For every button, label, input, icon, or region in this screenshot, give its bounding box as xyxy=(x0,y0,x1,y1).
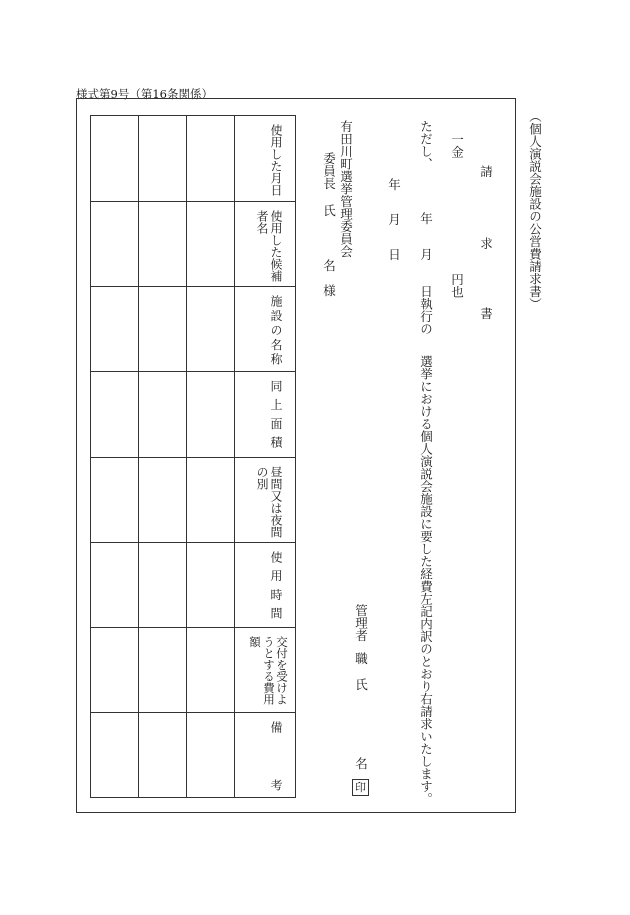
header-area xyxy=(235,372,296,458)
outer-title: （個人演説会施設の公営費請求書） xyxy=(527,110,543,310)
breakdown-table xyxy=(90,115,296,798)
table-row xyxy=(91,458,296,543)
table-cell[interactable] xyxy=(91,202,139,287)
table-cell[interactable] xyxy=(91,543,139,628)
header-day-or-night xyxy=(235,458,296,543)
header-area-text: 同上面積 xyxy=(269,380,283,448)
table-cell[interactable] xyxy=(91,713,139,798)
table-cell[interactable] xyxy=(139,287,187,372)
header-requested-amount-line-2: うとする費用 xyxy=(262,636,276,705)
table-row xyxy=(91,543,296,628)
document-title-char-3: 書 xyxy=(478,307,494,320)
header-candidate-name xyxy=(235,202,296,287)
body-text: 選挙における個人演説会施設に要した経費左記内訳のとおり右請求いたします。 xyxy=(418,355,434,805)
table-cell[interactable] xyxy=(187,458,235,543)
header-requested-amount-line-1: 交付を受けよ xyxy=(275,636,289,705)
header-usage-hours xyxy=(235,543,296,628)
body-month: 月 xyxy=(418,248,434,261)
table-row xyxy=(91,713,296,798)
header-remarks-char-2: 考 xyxy=(269,779,283,791)
table-cell[interactable] xyxy=(187,372,235,458)
table-cell[interactable] xyxy=(91,372,139,458)
table-row xyxy=(91,202,296,287)
amount-prefix: 一金 xyxy=(449,133,465,158)
table-cell[interactable] xyxy=(187,628,235,713)
claimant-position: 職 xyxy=(353,652,369,665)
table-cell[interactable] xyxy=(187,202,235,287)
seal-stamp: 印 xyxy=(352,779,369,796)
document-title-char-1: 請 xyxy=(478,165,494,178)
table-cell[interactable] xyxy=(187,287,235,372)
table-cell[interactable] xyxy=(139,116,187,202)
header-remarks xyxy=(235,713,296,798)
table-row xyxy=(91,116,296,202)
addressee-org: 有田川町選挙管理委員会 xyxy=(338,120,354,258)
header-day-or-night-line-1: 昼間又は夜間 xyxy=(269,466,283,538)
header-requested-amount-line-3: 額 xyxy=(248,636,262,648)
table-cell[interactable] xyxy=(187,116,235,202)
header-day-or-night-line-2: の別 xyxy=(255,466,269,490)
table-cell[interactable] xyxy=(139,543,187,628)
header-used-date-text: 使用した月日 xyxy=(269,124,283,196)
table-cell[interactable] xyxy=(91,287,139,372)
addressee-name-label: 名 xyxy=(321,259,337,272)
table-cell[interactable] xyxy=(139,372,187,458)
addressee-sama: 様 xyxy=(321,284,337,297)
body-tadashi: ただし、 xyxy=(418,120,434,170)
addressee-title: 委員長 xyxy=(321,152,337,190)
table-cell[interactable] xyxy=(139,202,187,287)
date-month: 月 xyxy=(386,213,402,226)
table-cell[interactable] xyxy=(139,628,187,713)
table-cell[interactable] xyxy=(91,628,139,713)
header-facility-name xyxy=(235,287,296,372)
table-cell[interactable] xyxy=(139,713,187,798)
date-year: 年 xyxy=(386,178,402,191)
addressee-honorific-name: 氏 xyxy=(321,204,337,217)
header-remarks-char-1: 備 xyxy=(269,721,283,733)
table-row xyxy=(91,372,296,458)
header-candidate-name-line-2: 者名 xyxy=(255,210,269,234)
form-header: 様式第9号（第16条関係） xyxy=(76,87,213,101)
claimant-name-label: 名 xyxy=(353,757,369,770)
header-used-date xyxy=(235,116,296,202)
claimant-role: 管理者 xyxy=(353,604,369,642)
table-cell[interactable] xyxy=(187,713,235,798)
header-facility-name-text: 施設の名称 xyxy=(269,295,283,365)
table-row xyxy=(91,628,296,713)
date-day: 日 xyxy=(386,248,402,261)
table-row xyxy=(91,287,296,372)
table-cell[interactable] xyxy=(91,458,139,543)
table-cell[interactable] xyxy=(91,116,139,202)
document-title-char-2: 求 xyxy=(478,237,494,250)
table-cell[interactable] xyxy=(187,543,235,628)
claimant-honorific-name: 氏 xyxy=(353,678,369,691)
body-day-executed: 日執行の xyxy=(418,285,434,335)
header-candidate-name-line-1: 使用した候補 xyxy=(269,210,283,282)
header-requested-amount xyxy=(235,628,296,713)
body-year: 年 xyxy=(418,212,434,225)
header-usage-hours-text: 使用時間 xyxy=(269,551,283,619)
amount-unit: 円也 xyxy=(449,273,465,298)
table-cell[interactable] xyxy=(139,458,187,543)
